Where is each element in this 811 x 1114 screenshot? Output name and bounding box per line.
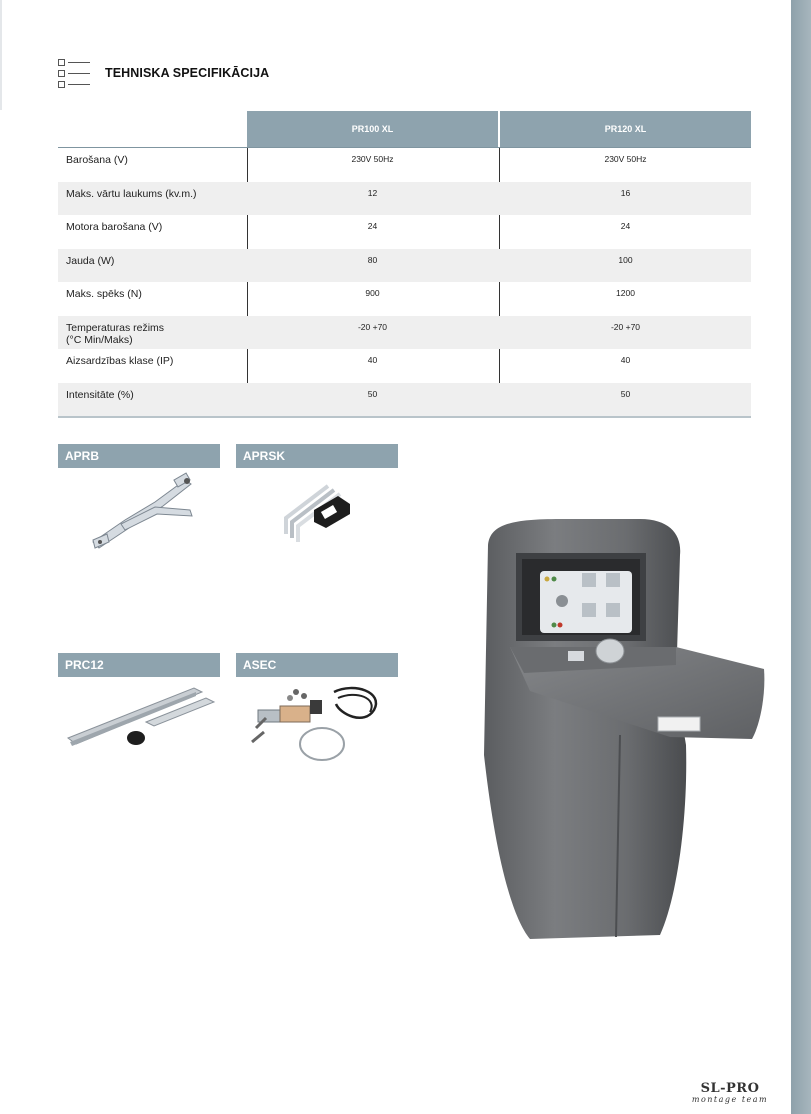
row-label: Maks. spēks (N) — [66, 288, 142, 300]
value-pr100: 50 — [367, 388, 378, 399]
value-pr100: -20 +70 — [357, 321, 388, 332]
row-label: Aizsardzības klase (IP) — [66, 355, 174, 367]
row-label: Maks. vārtu laukums (kv.m.) — [66, 187, 197, 200]
row-label: Barošana (V) — [66, 154, 128, 166]
row-label: Jauda (W) — [66, 254, 115, 267]
page-edge-mark — [0, 0, 2, 110]
row-label: Motora barošana (V) — [66, 221, 163, 233]
value-pr100: 12 — [367, 187, 378, 198]
section-heading — [58, 58, 458, 88]
accessory-label-asec: ASEC — [236, 653, 398, 677]
table-row — [58, 282, 751, 316]
table-row — [58, 316, 751, 350]
table-row — [58, 249, 751, 283]
row-label: Intensitāte (%) — [66, 388, 134, 401]
column-header-pr100: PR100 XL — [247, 111, 498, 147]
table-body — [58, 147, 751, 418]
accessory-label-prc12: PRC12 — [58, 653, 220, 677]
asec-kit-image — [244, 684, 389, 766]
value-pr120: 16 — [620, 187, 631, 198]
aprsk-bracket-image — [280, 474, 360, 544]
logo-name: SL-PRO — [700, 1081, 760, 1096]
accessory-label-aprb: APRB — [58, 444, 220, 468]
value-pr120: 1200 — [616, 288, 635, 298]
page-title: TEHNISKA SPECIFIKĀCIJA — [105, 66, 270, 80]
table-row — [58, 383, 751, 417]
logo-tagline: montage team — [691, 1095, 769, 1104]
table-row — [58, 148, 751, 182]
prc12-rail-image — [66, 682, 216, 752]
value-pr100: 80 — [367, 254, 378, 265]
accessory-label-aprsk: APRSK — [236, 444, 398, 468]
aprb-arm-image — [85, 472, 200, 552]
value-pr120: 24 — [620, 221, 631, 231]
table-row — [58, 349, 751, 383]
list-icon — [58, 58, 92, 88]
brand-logo — [680, 1082, 780, 1106]
value-pr120: 50 — [620, 388, 631, 399]
value-pr100: 40 — [367, 355, 378, 365]
value-pr100: 24 — [367, 221, 378, 231]
value-pr100: 230V 50Hz — [351, 154, 394, 164]
value-pr100: 900 — [365, 288, 380, 298]
table-header — [58, 111, 751, 147]
table-row — [58, 215, 751, 249]
row-label: Temperaturas režims (°C Min/Maks) — [66, 321, 165, 346]
value-pr120: 40 — [620, 355, 631, 365]
spec-table — [58, 111, 751, 418]
value-pr120: 100 — [618, 254, 633, 265]
side-color-bar — [791, 0, 811, 1114]
column-header-pr120: PR120 XL — [500, 111, 751, 147]
table-row — [58, 182, 751, 216]
value-pr120: 230V 50Hz — [604, 154, 647, 164]
value-pr120: -20 +70 — [610, 321, 641, 332]
product-image — [470, 515, 770, 945]
